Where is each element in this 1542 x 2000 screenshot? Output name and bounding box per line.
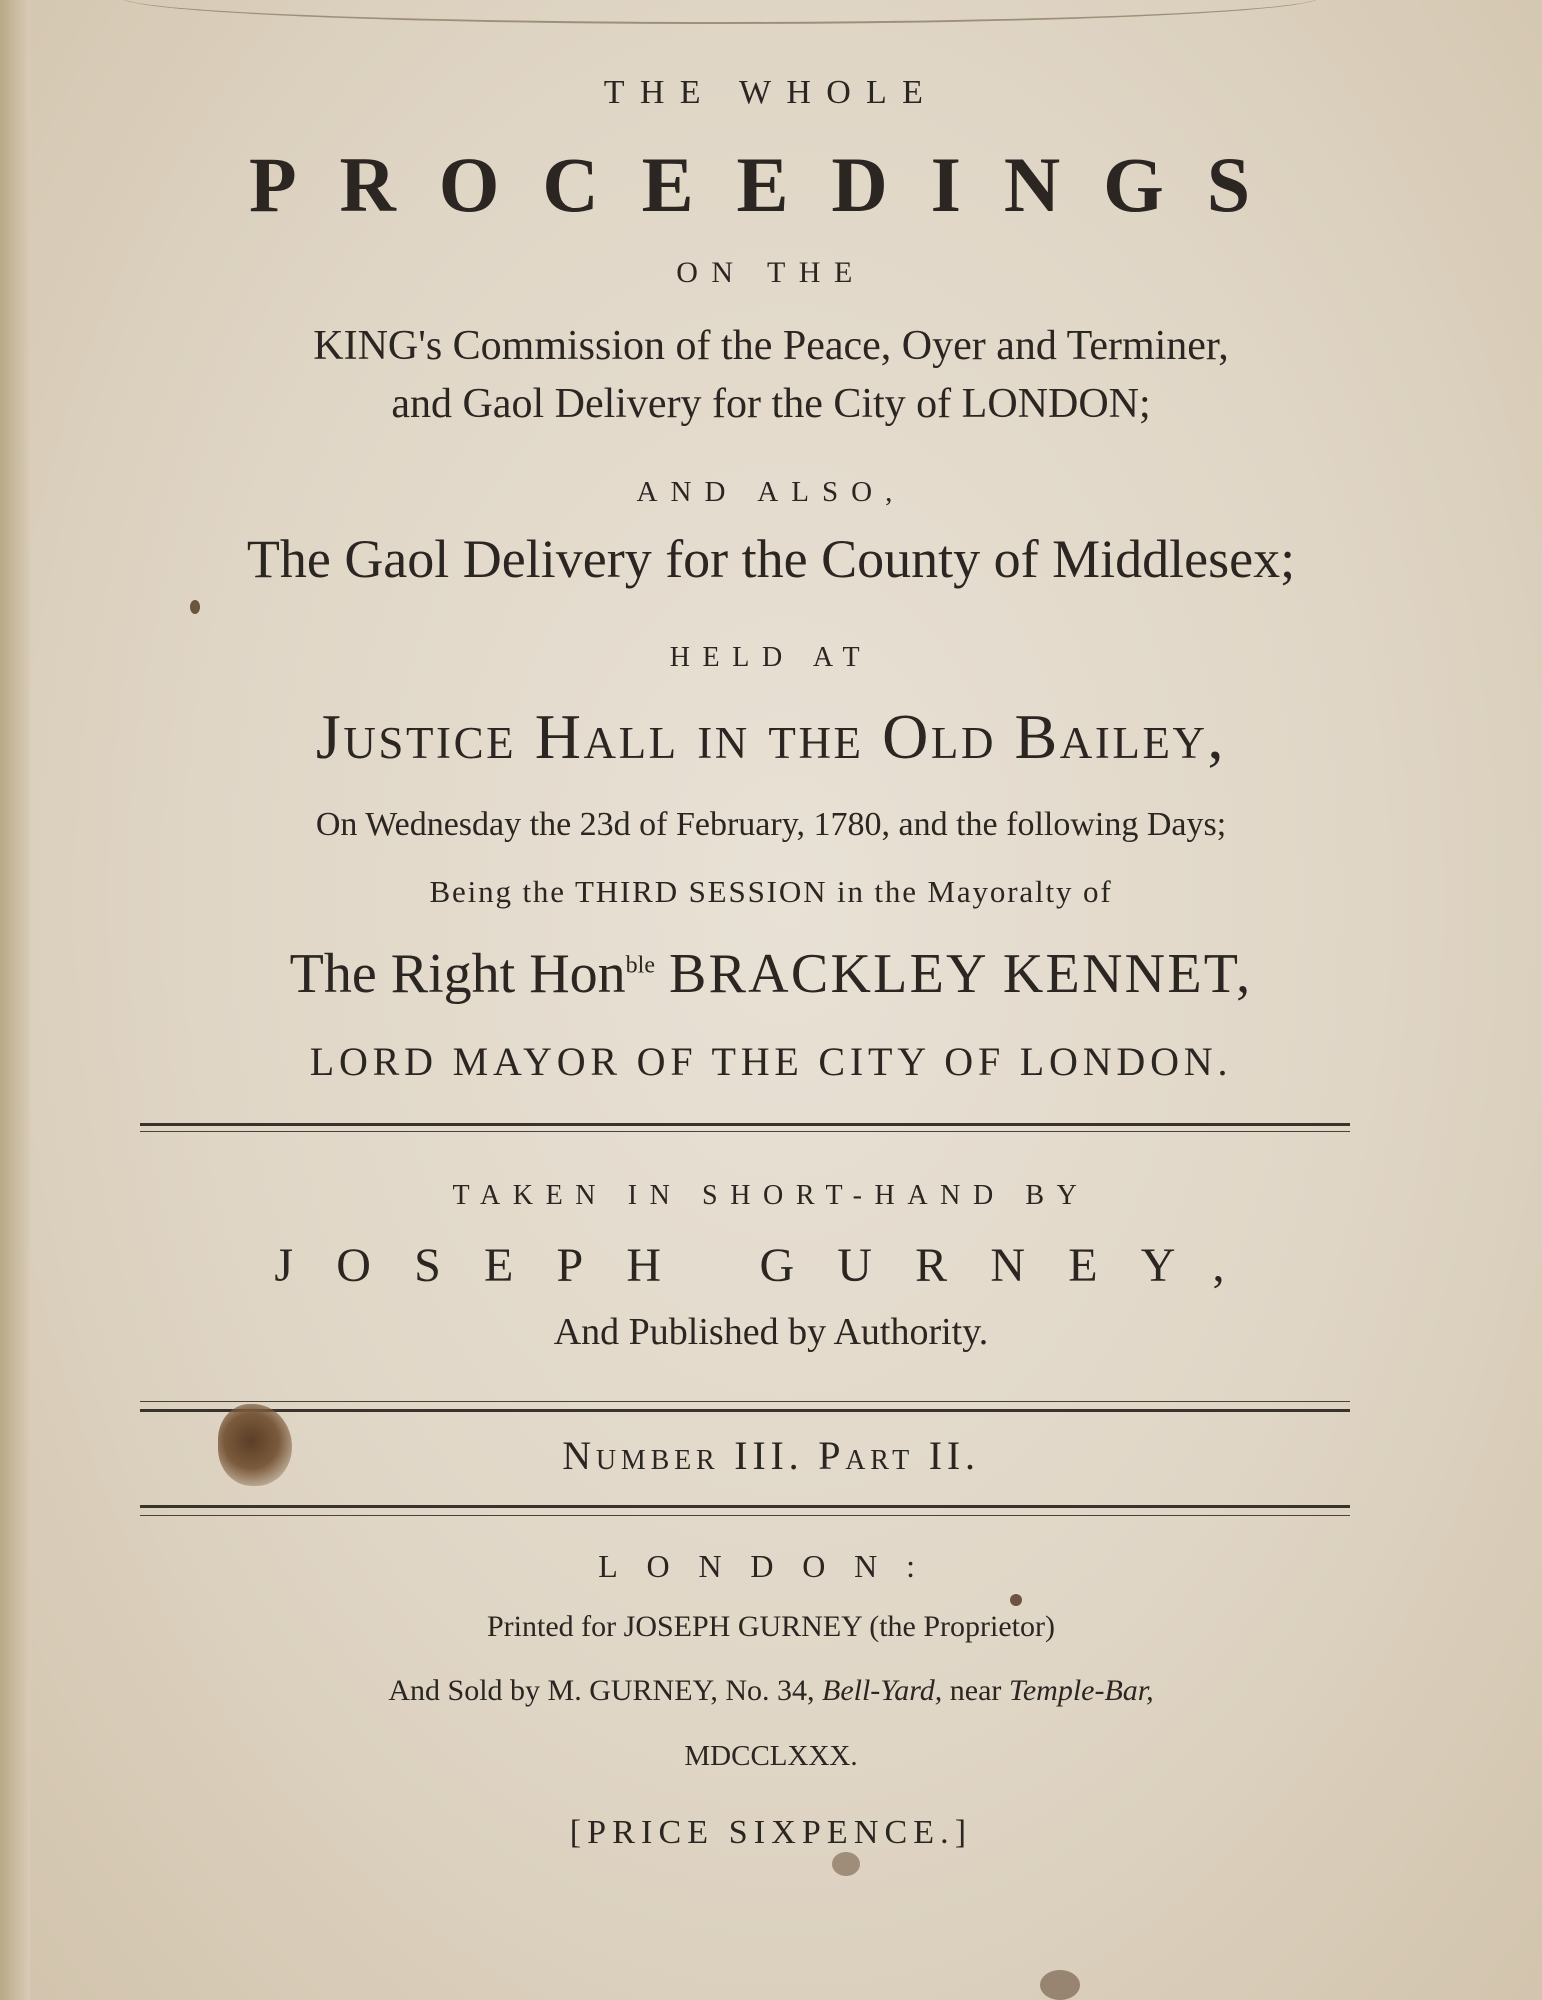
held-at: HELD AT [669, 642, 873, 673]
year-line: MDCCLXXX. [684, 1740, 858, 1772]
sold-by-near: near [949, 1674, 1002, 1707]
reporter-name: JOSEPH GURNEY, [274, 1239, 1268, 1292]
rule-bottom [140, 1505, 1350, 1508]
price-line: [PRICE SIXPENCE.] [569, 1814, 973, 1851]
session-line: Being the THIRD SESSION in the Mayoralty of [429, 874, 1113, 909]
ink-spot [1040, 1970, 1080, 2000]
and-also: AND ALSO, [636, 476, 906, 508]
venue: Justice Hall in the Old Bailey, [315, 701, 1227, 772]
rule-top [140, 1123, 1350, 1126]
sold-by-line [0, 1674, 1542, 1708]
published-line: And Published by Authority. [553, 1311, 989, 1353]
printed-for: Printed for JOSEPH GURNEY (the Proprietor) [487, 1610, 1055, 1643]
heading-proceedings: PROCEEDINGS [249, 141, 1293, 228]
sold-by-text: And Sold by M. GURNEY, No. 34, [388, 1674, 815, 1707]
taken-in-short-hand: TAKEN IN SHORT-HAND BY [452, 1180, 1090, 1211]
mayor-superscript: ble [625, 952, 655, 979]
rule-middle [140, 1409, 1350, 1412]
heading-the-whole: THE WHOLE [603, 74, 939, 111]
mayor-name: BRACKLEY KENNET, [668, 943, 1253, 1005]
commission-line-1: KING's Commission of the Peace, Oyer and Terminer, [313, 323, 1229, 369]
mayor-line [0, 942, 1542, 1006]
rule-middle-thin [140, 1401, 1350, 1402]
ink-spot [832, 1852, 860, 1876]
date-line: On Wednesday the 23d of February, 1780, and the following Days; [315, 806, 1227, 843]
heading-on-the: ON THE [676, 256, 866, 289]
imprint-city: LONDON: [598, 1548, 944, 1584]
rule-bottom-thin [140, 1515, 1350, 1516]
bell-yard: Bell-Yard, [822, 1674, 943, 1707]
commission-line-2: and Gaol Delivery for the City of LONDON; [391, 381, 1151, 427]
ink-spot [190, 600, 200, 614]
rule-top-thin [140, 1131, 1350, 1132]
ink-spot [1010, 1594, 1022, 1606]
temple-bar: Temple-Bar, [1008, 1674, 1154, 1707]
mayor-title: LORD MAYOR OF THE CITY OF LONDON. [309, 1039, 1233, 1084]
middlesex-line: The Gaol Delivery for the County of Middlesex; [246, 529, 1296, 589]
mayor-prefix: The Right Hon [289, 943, 626, 1005]
number-part: Number III. Part II. [562, 1433, 980, 1478]
